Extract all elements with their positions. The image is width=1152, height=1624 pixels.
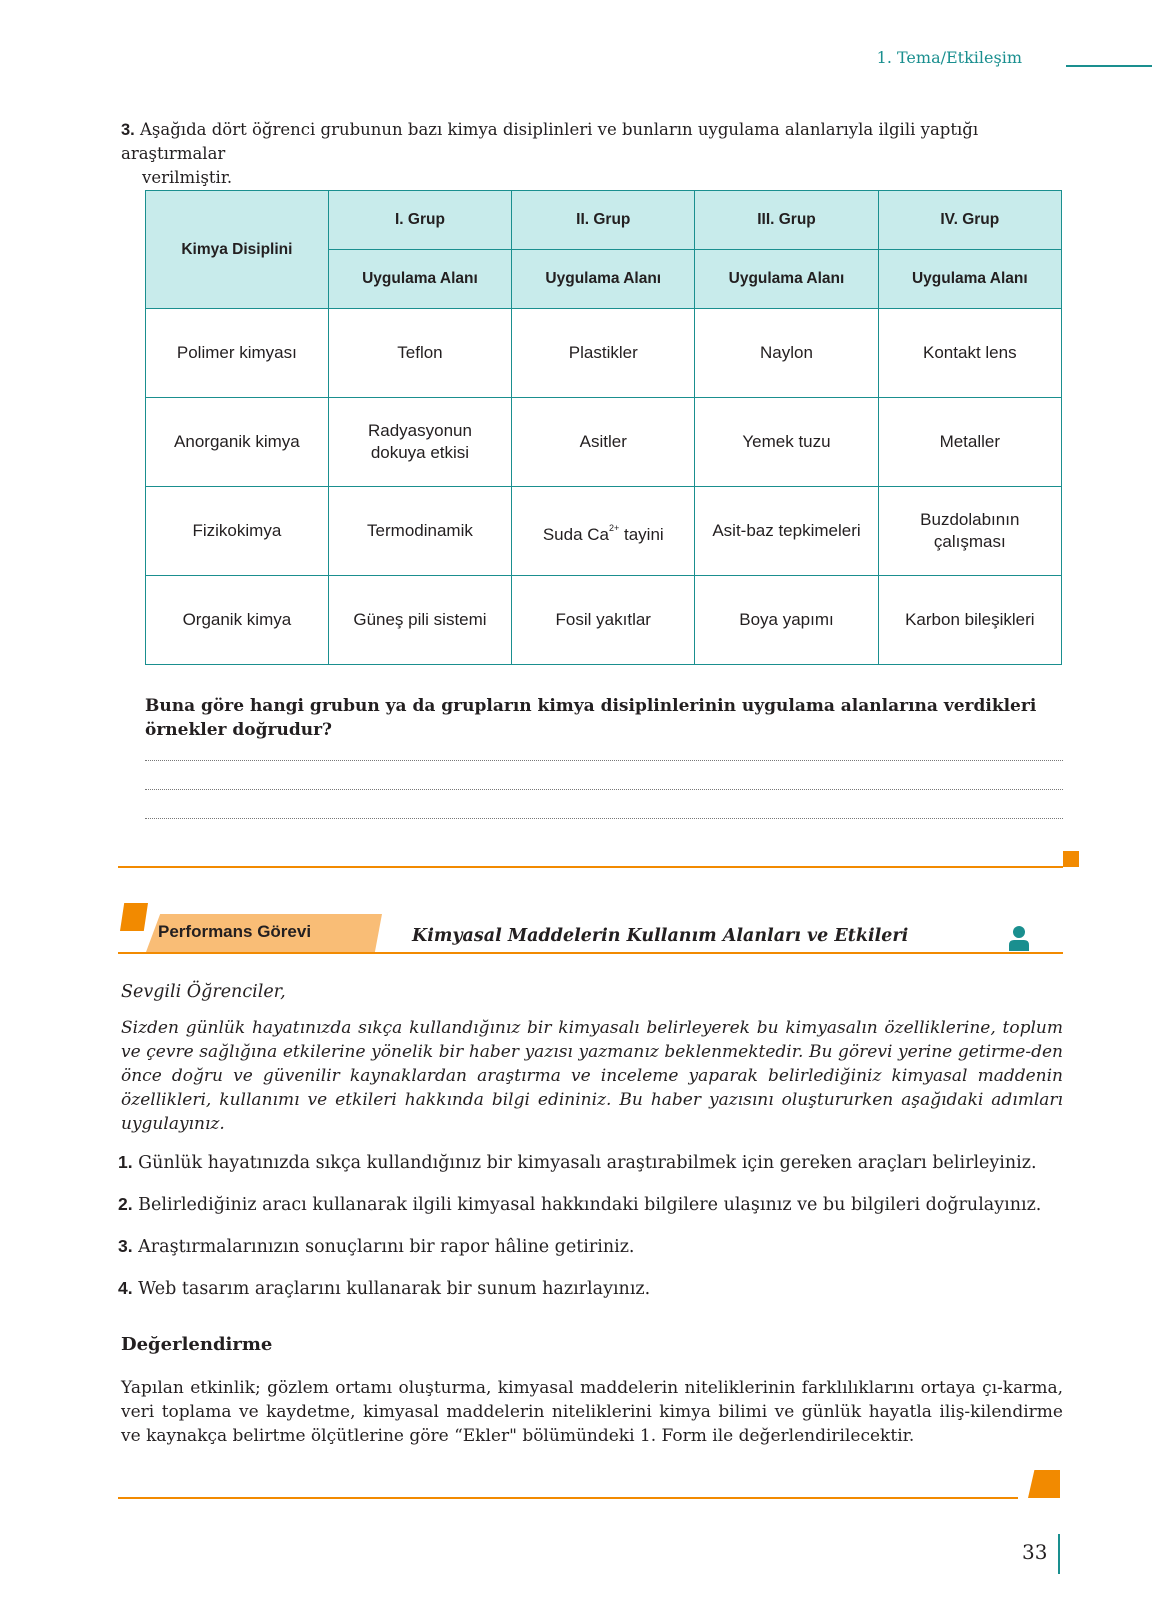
cell-discipline: Fizikokimya [146, 487, 329, 576]
step-number: 1. [118, 1152, 133, 1172]
chemistry-table [145, 190, 1062, 665]
table-cell: Kontakt lens [878, 309, 1061, 398]
header-group-1: I. Grup [328, 191, 511, 250]
cell-discipline: Organik kimya [146, 576, 329, 665]
table-cell [878, 487, 1061, 576]
question-text-line2: verilmiştir. [142, 168, 233, 187]
table-row [146, 487, 1062, 576]
table-cell: Termodinamik [328, 487, 511, 576]
list-item [118, 1192, 1068, 1234]
performance-intro: Sizden günlük hayatınızda sıkça kullandığınız bir kimyasalı belirleyerek bu kimyasalın özelliklerine, toplum ve çevre sağlığına etkilerine yönelik bir haber yazısı yazmanız beklenmektedir. Bu görevi yerine getirme-den önce doğru ve güvenilir kaynaklardan araştırma ve inceleme yaparak belirlediğiniz kimyasal maddenin özellikleri, kullanımı ve etkileri hakkında bilgi edininiz. Bu haber yazısını oluştururken aşağıdaki adımları uygulayınız. [121, 1018, 1063, 1134]
evaluation-title: Değerlendirme [121, 1334, 273, 1355]
cell-text: Suda Ca [542, 524, 609, 544]
question-3 [121, 118, 1061, 190]
header-group-4: IV. Grup [878, 191, 1061, 250]
cell-discipline: Anorganik kimya [146, 398, 329, 487]
header-rule [1066, 65, 1152, 67]
page-number: 33 [1022, 1540, 1048, 1564]
question-number: 3. [121, 121, 135, 139]
superscript-charge: 2+ [609, 522, 620, 533]
table-cell: Naylon [695, 309, 878, 398]
list-item [118, 1276, 1068, 1318]
subheader-application: Uygulama Alanı [328, 250, 511, 309]
header-group-2: II. Grup [512, 191, 695, 250]
table-cell: Fosil yakıtlar [512, 576, 695, 665]
cell-text: Buzdolabının çalışması [920, 510, 1020, 551]
footer-marker [1028, 1470, 1060, 1498]
divider-square [1063, 851, 1079, 867]
table-cell: Güneş pili sistemi [328, 576, 511, 665]
header-discipline: Kimya Disiplini [146, 191, 329, 309]
table-cell: Plastikler [512, 309, 695, 398]
performance-label: Performans Görevi [158, 922, 312, 941]
step-text: Günlük hayatınızda sıkça kullandığınız bir kimyasalı araştırabilmek için gereken araçları belirleyiniz. [132, 1153, 1037, 1173]
user-icon [1008, 925, 1030, 951]
performance-underline [118, 952, 1063, 954]
performance-marker [120, 903, 148, 931]
question-text-line1: Aşağıda dört öğrenci grubunun bazı kimya disiplinleri ve bunların uygulama alanlarıyla ilgili yaptığı araştırmalar [121, 120, 979, 163]
greeting: Sevgili Öğrenciler, [121, 982, 286, 1002]
answer-line[interactable] [145, 789, 1063, 790]
table-cell: Karbon bileşikleri [878, 576, 1061, 665]
table-row [146, 309, 1062, 398]
evaluation-text: Yapılan etkinlik; gözlem ortamı oluşturma, kimyasal maddelerin niteliklerinin farklılıklarını ortaya çı-karma, veri toplama ve kaydetme, kimyasal maddelerin niteliklerini kimya bilimi ve günlük hayatla iliş-kilendirme ve kaynakça belirtme ölçütlerine göre “Ekler" bölümündeki 1. Form ile değerlendirilecektir. [121, 1378, 1063, 1446]
step-text: Web tasarım araçlarını kullanarak bir sunum hazırlayınız. [132, 1279, 651, 1299]
question-prompt: Buna göre hangi grubun ya da grupların kimya disiplinlerinin uygulama alanlarına verdikleri örnekler doğrudur? [145, 696, 1037, 740]
header-group-3: III. Grup [695, 191, 878, 250]
table-cell: Asitler [512, 398, 695, 487]
table-row [146, 576, 1062, 665]
step-text: Araştırmalarınızın sonuçlarını bir rapor hâline getiriniz. [132, 1237, 635, 1257]
table-cell: Asit-baz tepkimeleri [695, 487, 878, 576]
step-number: 4. [118, 1278, 133, 1298]
footer-divider [118, 1497, 1018, 1499]
table-cell: Teflon [328, 309, 511, 398]
step-number: 2. [118, 1194, 133, 1214]
cell-text: Radyasyonun dokuya etkisi [367, 421, 472, 462]
step-text: Belirlediğiniz aracı kullanarak ilgili kimyasal hakkındaki bilgilere ulaşınız ve bu bilgileri doğrulayınız. [132, 1195, 1042, 1215]
steps-list [118, 1150, 1068, 1318]
table-cell: Yemek tuzu [695, 398, 878, 487]
page-number-bar [1058, 1534, 1060, 1574]
table-cell: Boya yapımı [695, 576, 878, 665]
cell-discipline: Polimer kimyası [146, 309, 329, 398]
subheader-application: Uygulama Alanı [878, 250, 1061, 309]
subheader-application: Uygulama Alanı [512, 250, 695, 309]
table-row [146, 398, 1062, 487]
section-header: 1. Tema/Etkileşim [876, 48, 1022, 67]
list-item [118, 1150, 1068, 1192]
section-divider [118, 866, 1063, 868]
table-cell: Metaller [878, 398, 1061, 487]
performance-title: Kimyasal Maddelerin Kullanım Alanları ve Etkileri [412, 926, 909, 946]
step-number: 3. [118, 1236, 133, 1256]
answer-line[interactable] [145, 760, 1063, 761]
answer-line[interactable] [145, 818, 1063, 819]
list-item [118, 1234, 1068, 1276]
cell-text-suffix: tayini [619, 524, 664, 544]
table-cell [512, 487, 695, 576]
table-cell [328, 398, 511, 487]
subheader-application: Uygulama Alanı [695, 250, 878, 309]
